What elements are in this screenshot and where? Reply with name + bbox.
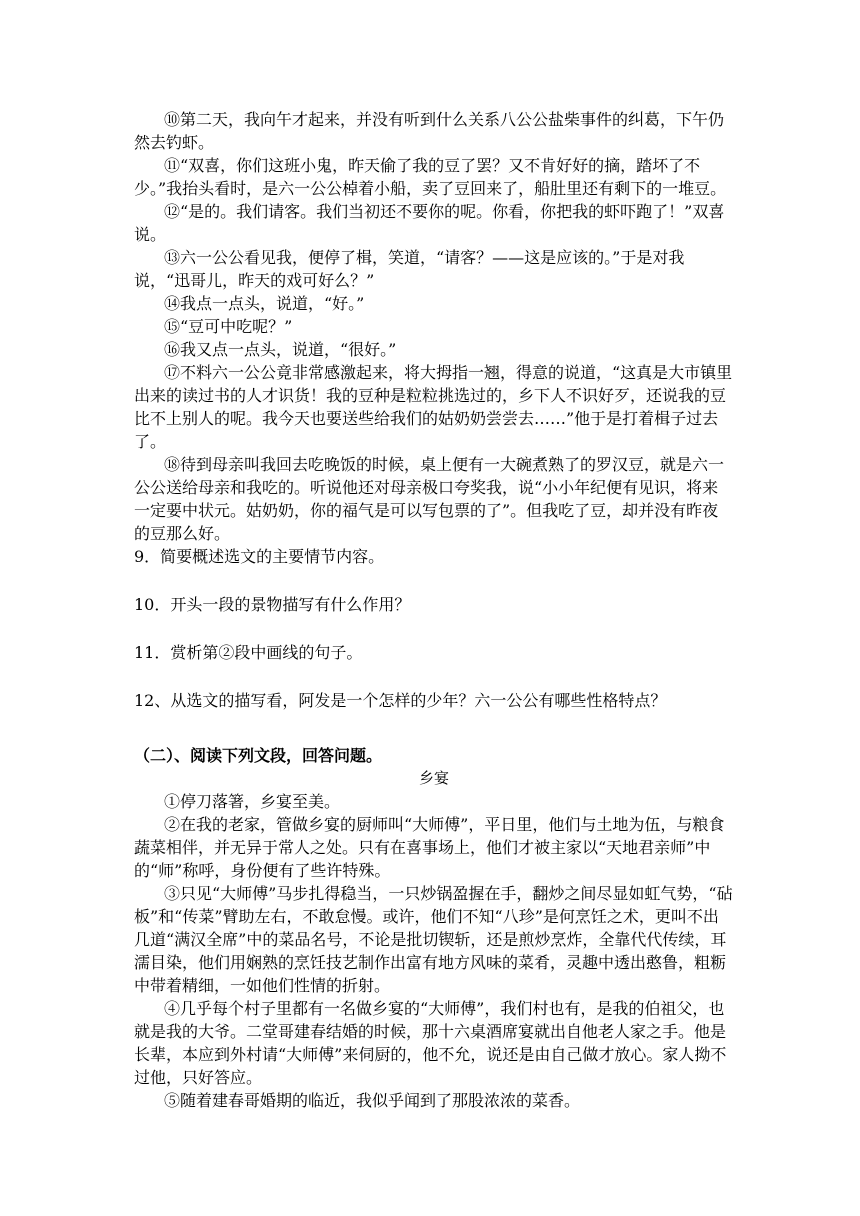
passage-paragraph-16: ⑯我又点一点头，说道，“很好。” <box>164 340 397 359</box>
question-12: 12、从选文的描写看，阿发是一个怎样的少年？六一公公有哪些性格特点？ <box>134 691 667 710</box>
passage-paragraph-17: ⑰不料六一公公竟非常感激起来，将大拇指一翘，得意的说道，“这真是大市镇里出来的读过书的人才识货！我的豆种是粒粒挑选过的，乡下人不识好歹，还说我的豆比不上别人的呢。我今天也要送些给我们的姑奶奶尝尝去……”他于是打着楫子过去了。 <box>134 363 733 451</box>
section2-paragraph-5: ⑤随着建春哥婚期的临近，我似乎闻到了那股浓浓的菜香。 <box>164 1091 581 1110</box>
passage-paragraph-12: ⑫“是的。我们请客。我们当初还不要你的呢。你看，你把我的虾吓跑了！”双喜说。 <box>134 202 725 244</box>
passage-paragraph-14: ⑭我点一点头，说道，“好。” <box>164 294 365 313</box>
section2-paragraph-1: ①停刀落箸，乡宴至美。 <box>164 792 341 811</box>
passage-paragraph-18: ⑱待到母亲叫我回去吃晚饭的时候，桌上便有一大碗煮熟了的罗汉豆，就是六一公公送给母亲和我吃的。听说他还对母亲极口夸奖我，说“小小年纪便有见识，将来一定要中状元。姑奶奶，你的福气是可以写包票的了”。但我吃了豆，却并没有昨夜的豆那么好。 <box>134 455 725 543</box>
section-heading: （二）、阅读下列文段，回答问题。 <box>134 746 383 765</box>
passage-paragraph-13: ⑬六一公公看见我，便停了楫，笑道，“请客？——这是应该的。”于是对我说，“迅哥儿，昨天的戏可好么？” <box>134 248 685 290</box>
section2-paragraph-2: ②在我的老家，管做乡宴的厨师叫“大师傅”，平日里，他们与土地为伍，与粮食蔬菜相伴，并无异于常人之处。只有在喜事场上，他们才被主家以“天地君亲师”中的“师”称呼，身份便有了些许特殊。 <box>134 815 725 880</box>
question-10: 10．开头一段的景物描写有什么作用？ <box>134 595 411 614</box>
passage-paragraph-11: ⑪“双喜，你们这班小鬼，昨天偷了我的豆了罢？又不肯好好的摘，踏坏了不少。”我抬头看时，是六一公公棹着小船，卖了豆回来了，船肚里还有剩下的一堆豆。 <box>134 156 727 198</box>
passage-paragraph-10: ⑩第二天，我向午才起来，并没有听到什么关系八公公盐柴事件的纠葛，下午仍然去钓虾。 <box>134 110 725 152</box>
document-body <box>134 108 734 1112</box>
passage-paragraph-15: ⑮“豆可中吃呢？” <box>164 317 293 336</box>
question-11: 11．赏析第②段中画线的句子。 <box>134 643 363 662</box>
passage-title: 乡宴 <box>418 769 449 787</box>
section2-paragraph-3: ③只见“大师傅”马步扎得稳当，一只炒锅盈握在手，翻炒之间尽显如虹气势，“砧板”和“传菜”臂助左右，不敢怠慢。或许，他们不知“八珍”是何烹饪之术，更叫不出几道“满汉全席”中的菜品名号，不论是批切锲斩，还是煎炒烹炸，全靠代代传续，耳濡目染，他们用娴熟的烹饪技艺制作出富有地方风味的菜肴，灵趣中透出憨鲁，粗粝中带着精细，一如他们性情的折射。 <box>134 884 733 995</box>
question-9: 9．简要概述选文的主要情节内容。 <box>134 547 385 566</box>
section2-paragraph-4: ④几乎每个村子里都有一名做乡宴的“大师傅”，我们村也有，是我的伯祖父，也就是我的大爷。二堂哥建春结婚的时候，那十六桌酒席宴就出自他老人家之手。他是长辈，本应到外村请“大师傅”来伺厨的，他不允，说还是由自己做才放心。家人拗不过他，只好答应。 <box>134 999 727 1087</box>
